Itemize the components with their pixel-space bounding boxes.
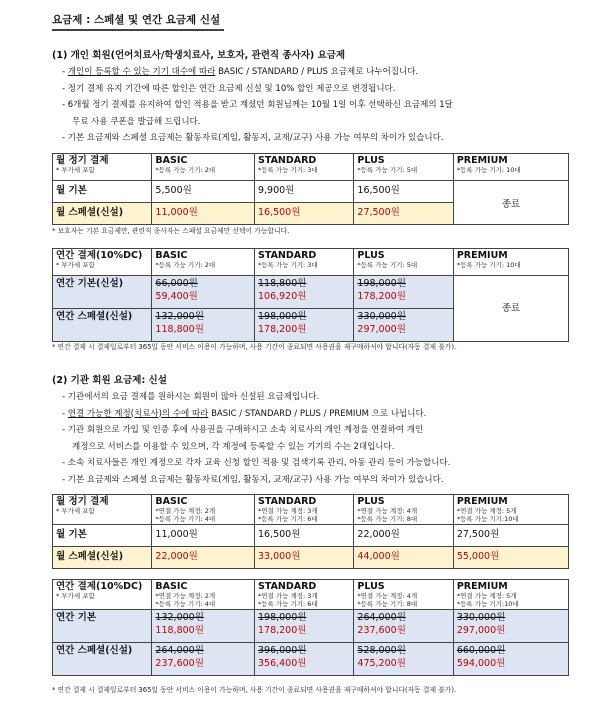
table-cell: PREMIUM *등록 가능 기기: 10대 [453, 154, 568, 181]
text: BASIC / STANDARD / PLUS 요금제로 나누어집니다. [215, 67, 419, 77]
individual-monthly-table [52, 153, 569, 225]
table-cell: BASIC *연결 가능 계정: 2개 *등록 가능 기기: 4대 [152, 495, 255, 525]
text: - [62, 67, 68, 77]
table-cell: 월 스페셜(신설) [53, 203, 152, 225]
table-cell: PLUS *등록 가능 기기: 5대 [354, 154, 453, 181]
table-cell: 27,500원 [453, 525, 568, 547]
table-cell: 396,000원 356,400원 [254, 643, 353, 676]
table-cell: 33,000원 [254, 547, 353, 569]
text: - 6개월 정기 결제를 유지하여 할인 적용을 받고 계셨던 회원님께는 10월 1일 이후 선택하신 요금제의 1달 [62, 100, 453, 111]
table-cell: 월 기본 [53, 181, 152, 203]
text: - 기본 요금제와 스페셜 요금제는 활동자료(게임, 활동지, 교재/교구) 사용 가능 여부의 차이가 있습니다. [62, 133, 444, 144]
table-cell: 660,000원 594,000원 [453, 643, 568, 676]
text: BASIC / STANDARD / PLUS / PREMIUM 으로 나뉩니다. [208, 408, 427, 419]
page-title: 요금제 : 스페셜 및 연간 요금제 신설 [52, 14, 221, 26]
table-cell: 528,000원 475,200원 [354, 643, 453, 676]
text: - [62, 408, 68, 419]
table-cell: 22,000원 [354, 525, 453, 547]
text: - 기관에서의 요금 결제를 원하시는 회원이 많아 신설된 요금제입니다. [62, 392, 320, 402]
table-cell: 연간 스페셜(신설) [53, 309, 152, 342]
table-cell: 198,000원 178,200원 [254, 610, 353, 643]
text: 계정으로 서비스를 이용할 수 있으며, 각 계정에 등록할 수 있는 기기의 수는 2대입니다. [72, 441, 395, 452]
table-cell: BASIC *연결 가능 계정: 2개 *등록 가능 기기: 4대 [152, 580, 255, 610]
table-cell: 330,000원 297,000원 [354, 309, 453, 342]
section1-heading: (1) 개인 회원(언어치료사/학생치료사, 보호자, 관련직 종사자) 요금제 [52, 50, 346, 61]
table-cell: 198,000원 178,200원 [254, 309, 353, 342]
table-cell: 월 스페셜(신설) [53, 547, 152, 569]
table-cell: 5,500원 [152, 181, 255, 203]
annual-note: * 연간 결제 시 결제일로부터 365일 동안 서비스 이용이 가능하며, 사용 기간이 종료되면 사용권을 재구매하셔야 합니다(자동 결제 불가). [52, 686, 457, 694]
text: - 기관 회원으로 가입 및 인증 후에 사용권을 구매하시고 소속 치료사의 개인 계정을 연결하여 개인 [62, 425, 424, 436]
table-cell: BASIC *등록 가능 기기: 2대 [152, 249, 255, 276]
bullet-item [62, 130, 562, 147]
institution-annual-table [52, 579, 569, 676]
annual-note: * 연간 결제 시 결제일로부터 365일 동안 서비스 이용이 가능하며, 사용 기간이 종료되면 사용권을 재구매하셔야 합니다(자동 결제 불가). [52, 343, 457, 351]
table-cell: STANDARD *등록 가능 기기: 3대 [254, 154, 353, 181]
table-cell: 11,000원 [152, 203, 255, 225]
table-row [53, 276, 569, 309]
institution-monthly-table [52, 494, 569, 569]
table-cell: 198,000원 178,200원 [354, 276, 453, 309]
table-cell: PLUS *등록 가능 기기: 5대 [354, 249, 453, 276]
table-cell: PREMIUM *연결 가능 계정: 5개 *등록 가능 기기:10대 [453, 580, 568, 610]
table-cell: 66,000원 59,400원 [152, 276, 255, 309]
table-cell: 16,500원 [254, 203, 353, 225]
table-row [53, 610, 569, 643]
table-row [53, 181, 569, 203]
text: 연결 가능한 계정(치료사)의 수에 따라 [67, 408, 209, 419]
table-cell: 연간 결제(10%DC) * 부가세 포함 [53, 580, 152, 610]
bullet-item [62, 64, 562, 81]
table-cell: 9,900원 [254, 181, 353, 203]
table-cell: 16,500원 [354, 181, 453, 203]
bullet-item [62, 455, 562, 472]
table-row [53, 547, 569, 569]
title-underline [52, 29, 224, 31]
table-cell: 264,000원 237,600원 [152, 643, 255, 676]
section1-bullets [62, 64, 562, 147]
table-cell: PLUS *연결 가능 계정: 4개 *등록 가능 기기: 8대 [354, 495, 453, 525]
table-cell: 264,000원 237,600원 [354, 610, 453, 643]
table-cell: 연간 기본(신설) [53, 276, 152, 309]
table-cell: STANDARD *등록 가능 기기: 3대 [254, 249, 353, 276]
bullet-item [62, 406, 562, 423]
table-cell: 연간 결제(10%DC) * 부가세 포함 [53, 249, 152, 276]
table-row [53, 525, 569, 547]
section2-heading: (2) 기관 회원 요금제: 신설 [52, 375, 167, 386]
table-cell: 44,000원 [354, 547, 453, 569]
text: - 정기 결제 유지 기간에 따른 할인은 연간 요금제 신설 및 10% 할인 제공으로 변경됩니다. [62, 83, 396, 94]
table-cell: 118,800원 106,920원 [254, 276, 353, 309]
table-cell: 월 정기 결제 * 부가세 포함 [53, 154, 152, 181]
bullet-item [62, 81, 562, 98]
bullet-item [62, 422, 562, 439]
table-cell: 월 정기 결제 * 부가세 포함 [53, 495, 152, 525]
table-header-row [53, 154, 569, 181]
bullet-item [62, 472, 562, 489]
table-cell: 11,000원 [152, 525, 255, 547]
table-cell: 55,000원 [453, 547, 568, 569]
section2-bullets [62, 389, 562, 489]
premium-ended: 종료 [453, 181, 568, 225]
text: - 소속 치료사들은 개인 계정으로 각자 교육 신청 할인 적용 및 검색기록 관리, 아동 관리 등이 가능합니다. [62, 458, 451, 469]
text: 개인이 등록할 수 있는 기기 대수에 따라 [67, 67, 216, 77]
table-cell: PREMIUM *연결 가능 계정: 5개 *등록 가능 기기:10대 [453, 495, 568, 525]
table-cell: 22,000원 [152, 547, 255, 569]
bullet-item [62, 97, 562, 114]
table-cell: PREMIUM *등록 가능 기기: 10대 [453, 249, 568, 276]
individual-annual-table [52, 248, 569, 342]
premium-ended: 종료 [453, 276, 568, 342]
table-header-row [53, 580, 569, 610]
table-cell: 연간 기본 [53, 610, 152, 643]
monthly-note: * 보호자는 기본 요금제만, 관련직 종사자는 스페셜 요금제만 선택이 가능합니다. [52, 227, 290, 235]
table-cell: 132,000원 118,800원 [152, 610, 255, 643]
table-cell: 27,500원 [354, 203, 453, 225]
table-cell: STANDARD *연결 가능 계정: 3개 *등록 가능 기기: 6대 [254, 495, 353, 525]
table-row [53, 643, 569, 676]
text: - 기본 요금제와 스페셜 요금제는 활동자료(게임, 활동지, 교재/교구) 사용 가능 여부의 차이가 있습니다. [62, 474, 444, 485]
table-header-row [53, 249, 569, 276]
table-cell: PLUS *연결 가능 계정: 4개 *등록 가능 기기: 8대 [354, 580, 453, 610]
bullet-item [62, 114, 562, 131]
table-cell: 월 기본 [53, 525, 152, 547]
table-cell: STANDARD *연결 가능 계정: 3개 *등록 가능 기기: 6대 [254, 580, 353, 610]
bullet-item [62, 389, 562, 406]
table-header-row [53, 495, 569, 525]
bullet-item [62, 439, 562, 456]
table-cell: 연간 스페셜(신설) [53, 643, 152, 676]
table-cell: 16,500원 [254, 525, 353, 547]
table-cell: BASIC *등록 가능 기기: 2대 [152, 154, 255, 181]
table-cell: 330,000원 297,000원 [453, 610, 568, 643]
text: 무료 사용 쿠폰을 발급해 드립니다. [72, 116, 201, 127]
table-cell: 132,000원 118,800원 [152, 309, 255, 342]
